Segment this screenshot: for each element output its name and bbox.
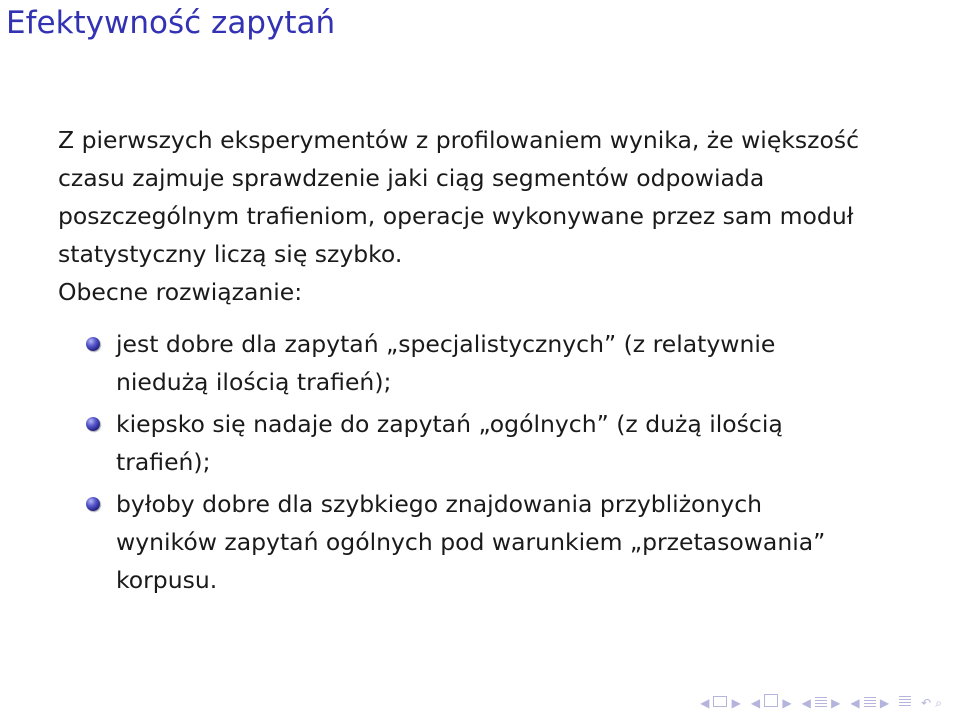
- nav-search-icon[interactable]: ⌕: [935, 695, 942, 710]
- nav-prev-frame-icon[interactable]: ◀: [700, 695, 710, 710]
- bullet-ball-icon: [86, 337, 100, 351]
- bullet-2-line-1: kiepsko się nadaje do zapytań „ogólnych” (z dużą ilością: [116, 410, 783, 438]
- subsection-nav-group: [751, 694, 792, 712]
- section-nav-group: [802, 695, 841, 712]
- intro-line-1: Z pierwszych eksperymentów z profilowaniem wynika, że większość: [58, 126, 860, 154]
- nav-slide-icon[interactable]: [864, 697, 876, 707]
- intro-line-3: poszczególnym trafieniom, operacje wykonywane przez sam moduł: [58, 202, 854, 230]
- slide-nav-group: [850, 695, 889, 712]
- nav-back-icon[interactable]: ↶: [921, 695, 932, 710]
- nav-subsection-icon[interactable]: [764, 694, 778, 707]
- intro-paragraph: [58, 121, 918, 311]
- nav-next-subsection-icon[interactable]: ▶: [782, 696, 792, 710]
- nav-next-section-icon[interactable]: ▶: [831, 695, 841, 710]
- nav-next-slide-icon[interactable]: ▶: [879, 695, 890, 710]
- frame-nav-group: [700, 695, 741, 712]
- bullet-item: [58, 325, 918, 401]
- nav-next-frame-icon[interactable]: ▶: [731, 695, 741, 710]
- align-nav-group: [899, 695, 911, 711]
- nav-prev-subsection-icon[interactable]: ◀: [750, 696, 761, 710]
- bullet-1-line-2: niedużą ilością trafień);: [116, 368, 392, 396]
- bullet-2-line-2: trafień);: [116, 448, 211, 476]
- bullet-ball-icon: [86, 497, 100, 511]
- bullet-ball-icon: [86, 417, 100, 431]
- bullet-list: [58, 325, 918, 599]
- bullet-3-line-1: byłoby dobre dla szybkiego znajdowania przybliżonych: [116, 490, 763, 518]
- bullet-item: [58, 405, 918, 481]
- nav-prev-slide-icon[interactable]: ◀: [850, 695, 860, 710]
- bullet-item: [58, 485, 918, 599]
- intro-line-2: czasu zajmuje sprawdzenie jaki ciąg segmentów odpowiada: [58, 164, 765, 192]
- nav-prev-section-icon[interactable]: ◀: [801, 695, 811, 710]
- bullet-3-line-2: wyników zapytań ogólnych pod warunkiem „przetasowania”: [116, 528, 826, 556]
- bullet-1-line-1: jest dobre dla zapytań „specjalistycznych” (z relatywnie: [116, 330, 776, 358]
- nav-frame-icon[interactable]: [713, 696, 727, 707]
- bullet-3-line-3: korpusu.: [116, 566, 218, 594]
- search-nav-group: [921, 695, 942, 712]
- nav-section-icon[interactable]: [815, 697, 827, 707]
- beamer-navigation-bar: [700, 694, 948, 712]
- slide-title: Efektywność zapytań: [6, 5, 336, 41]
- slide-body: [58, 121, 918, 603]
- intro-line-4: statystyczny liczą się szybko.: [58, 240, 403, 268]
- nav-align-icon[interactable]: [899, 696, 911, 706]
- current-solution-label: Obecne rozwiązanie:: [58, 278, 303, 306]
